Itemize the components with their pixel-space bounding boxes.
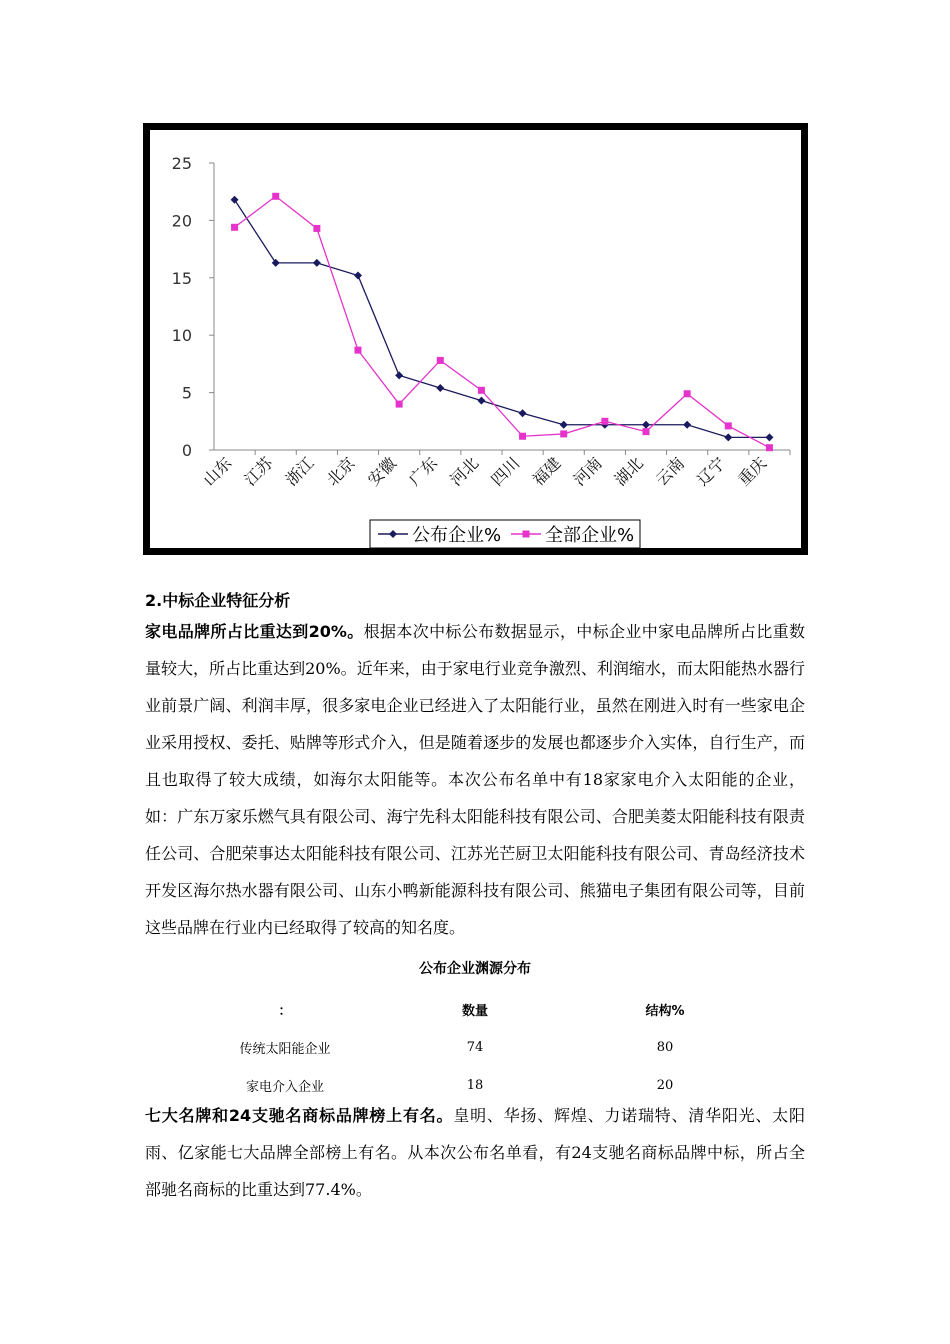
x-tick-label: 北京 [322,453,359,490]
x-tick-label: 山东 [199,453,236,490]
table-title: 公布企业渊源分布 [419,961,531,977]
data-point [724,433,732,441]
table-cell: 18 [466,1077,484,1093]
table-cell: 家电介入企业 [245,1079,324,1095]
x-tick-label: 湖北 [610,453,647,490]
legend-marker [523,531,530,538]
table-cell: 74 [466,1039,484,1055]
paragraph-lead: 家电品牌所占比重达到20%。 [145,622,364,641]
series-line [235,196,770,447]
x-tick-label: 河南 [569,453,606,490]
x-tick-label: 辽宁 [693,453,730,490]
table-cell: 20 [656,1077,674,1093]
data-point [313,259,321,267]
table-row [190,1028,760,1066]
section-title: 2.中标企业特征分析 [145,591,291,610]
x-tick-label: 广东 [405,453,442,490]
data-point [560,421,568,429]
table-header: 数量 [461,1003,488,1019]
paragraph-famous-brands [145,1097,805,1208]
data-point [477,397,485,405]
x-tick-label: 江苏 [240,453,277,490]
y-tick-label: 5 [181,383,192,403]
x-tick-label: 河北 [446,453,483,490]
data-point [560,430,567,437]
paragraph-appliance-brands [145,613,805,946]
y-tick-label: 15 [171,268,192,288]
y-tick-label: 20 [171,211,192,231]
data-point [725,422,732,429]
table-header: 结构% [645,1003,685,1019]
data-point [272,259,280,267]
data-point [436,384,444,392]
data-point [231,224,238,231]
table-cell: 传统太阳能企业 [239,1041,331,1057]
data-point [684,390,691,397]
data-point [313,225,320,232]
data-point [355,347,362,354]
data-point [519,409,527,417]
table-header: ： [278,1003,292,1019]
x-tick-label: 安徽 [363,453,400,490]
data-point [642,421,650,429]
x-tick-label: 重庆 [734,453,771,490]
data-point [519,433,526,440]
y-tick-label: 0 [181,441,192,460]
series-line [235,200,770,438]
x-tick-label: 福建 [528,453,565,490]
table-cell: 80 [656,1039,674,1055]
data-point [765,433,773,441]
y-tick-label: 10 [171,326,192,346]
data-point [766,444,773,451]
table-header-row [190,990,760,1028]
data-point [643,428,650,435]
source-distribution-table [190,990,760,1104]
x-tick-label: 云南 [651,453,688,490]
paragraph-body: 皇明、华扬、辉煌、力诺瑞特、清华阳光、太阳雨、亿家能七大品牌全部榜上有名。从本次公布名单看，有24支驰名商标品牌中标，所占全部驰名商标的比重达到77.4%。 [145,1106,805,1199]
line-chart [150,130,801,548]
x-tick-label: 四川 [487,453,524,490]
data-point [601,418,608,425]
data-point [396,401,403,408]
chart-frame [143,123,808,555]
legend-label: 全部企业% [545,525,635,546]
y-tick-label: 25 [171,154,192,173]
data-point [683,421,691,429]
paragraph-lead: 七大名牌和24支驰名商标品牌榜上有名。 [145,1106,454,1125]
data-point [354,272,362,280]
x-tick-label: 浙江 [281,453,318,490]
chart-area [150,130,801,548]
legend-label: 公布企业% [412,525,502,546]
paragraph-body: 根据本次中标公布数据显示，中标企业中家电品牌所占比重数量较大，所占比重达到20%。近年来，由于家电行业竞争激烈、利润缩水，而太阳能热水器行业前景广阔、利润丰厚，很多家电企业已经进入了太阳能行业，虽然在刚进入时有一些家电企业采用授权、委托、贴牌等形式介入，但是随着逐步的发展也都逐步介入实体，自行生产，而且也取得了较大成绩，如海尔太阳能等。本次公布名单中有18家家电介入太阳能的企业，如：广东万家乐燃气具有限公司、海宁先科太阳能科技有限公司、合肥美菱太阳能科技有限责任公司、合肥荣事达太阳能科技有限公司、江苏光芒厨卫太阳能科技有限公司、青岛经济技术开发区海尔热水器有限公司、山东小鸭新能源科技有限公司、熊猫电子集团有限公司等，目前这些品牌在行业内已经取得了较高的知名度。 [145,622,805,937]
data-point [478,387,485,394]
data-point [231,196,239,204]
data-point [272,193,279,200]
data-point [437,357,444,364]
data-point [395,371,403,379]
